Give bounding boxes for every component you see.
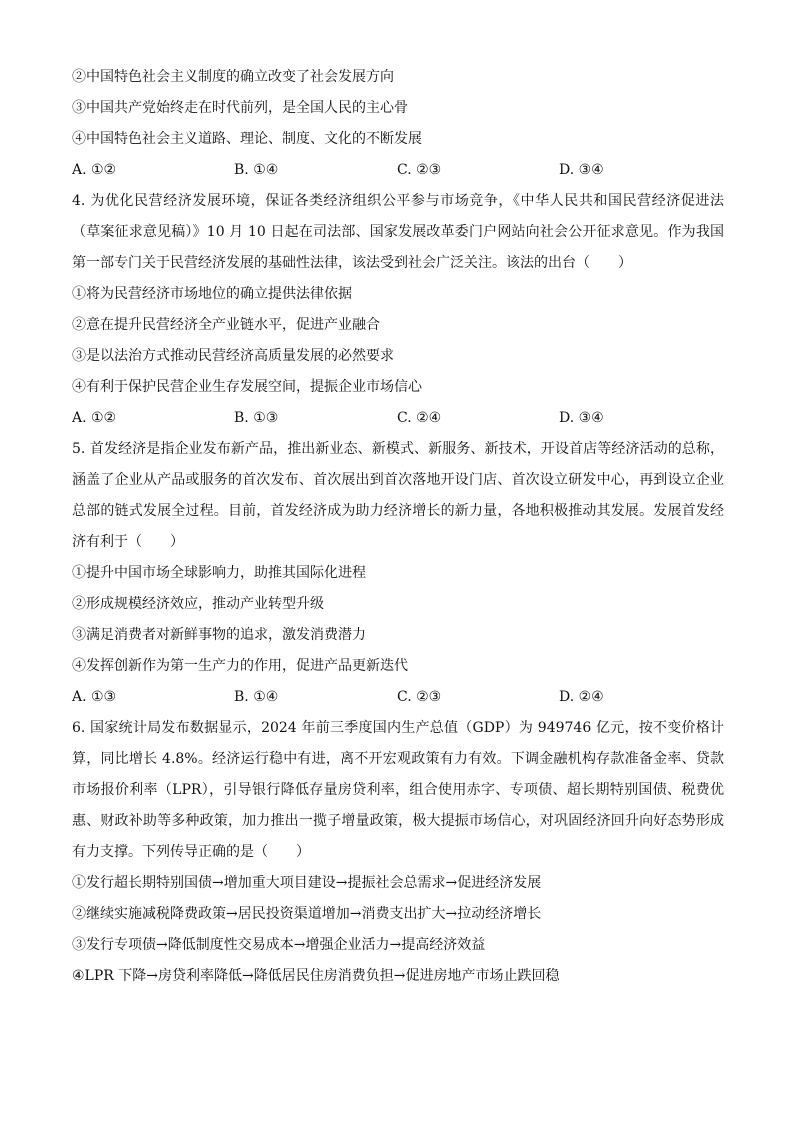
- statement: ①将为民营经济市场地位的确立提供法律依据: [72, 286, 352, 302]
- answer-options: [72, 682, 724, 713]
- statement: ②继续实施减税降费政策→居民投资渠道增加→消费支出扩大→拉动经济增长: [72, 906, 542, 922]
- option-d: D. ③④: [559, 162, 604, 178]
- option-d: D. ③④: [559, 410, 604, 426]
- option-a: A. ①②: [72, 162, 117, 178]
- option-c: C. ②③: [397, 689, 442, 705]
- question-5: [72, 434, 724, 713]
- option-b: B. ①④: [234, 689, 279, 705]
- statement: ②中国特色社会主义制度的确立改变了社会发展方向: [72, 69, 394, 85]
- answer-options: [72, 403, 724, 434]
- statement: ④发挥创新作为第一生产力的作用，促进产品更新迭代: [72, 658, 408, 674]
- option-a: A. ①③: [72, 689, 117, 705]
- statement: ②意在提升民营经济全产业链水平，促进产业融合: [72, 317, 380, 333]
- statement: ①发行超长期特别国债→增加重大项目建设→提振社会总需求→促进经济发展: [72, 875, 542, 891]
- statement: ②形成规模经济效应，推动产业转型升级: [72, 596, 324, 612]
- answer-options: [72, 155, 724, 186]
- statement: ④中国特色社会主义道路、理论、制度、文化的不断发展: [72, 131, 422, 147]
- option-b: B. ①③: [234, 410, 279, 426]
- question-6: [72, 713, 724, 992]
- option-c: C. ②③: [397, 162, 442, 178]
- statement: ④有利于保护民营企业生存发展空间，提振企业市场信心: [72, 379, 422, 395]
- question-3: [72, 62, 724, 186]
- option-c: C. ②④: [397, 410, 442, 426]
- statement: ③是以法治方式推动民营经济高质量发展的必然要求: [72, 348, 394, 364]
- exam-page: [72, 62, 724, 992]
- question-4: [72, 186, 724, 434]
- question-stem: 4. 为优化民营经济发展环境，保证各类经济组织公平参与市场竞争，《中华人民共和国民营经济促进法（草案征求意见稿）》10 月 10 日起在司法部、国家发展改革委门户网站向社会公开征求意见。作为我国第一部专门关于民营经济发展的基础性法律，该法受到社会广泛关注。该法的出台（ ）: [72, 193, 724, 271]
- statement: ③满足消费者对新鲜事物的追求，激发消费潜力: [72, 627, 366, 643]
- question-stem: 5. 首发经济是指企业发布新产品，推出新业态、新模式、新服务、新技术，开设首店等经济活动的总称，涵盖了企业从产品或服务的首次发布、首次展出到首次落地开设门店、首次设立研发中心，再到设立企业总部的链式发展全过程。目前，首发经济成为助力经济增长的新力量，各地积极推动其发展。发展首发经济有利于（ ）: [72, 441, 724, 550]
- option-d: D. ②④: [559, 689, 604, 705]
- option-b: B. ①④: [234, 162, 279, 178]
- statement: ③中国共产党始终走在时代前列，是全国人民的主心骨: [72, 100, 408, 116]
- option-a: A. ①②: [72, 410, 117, 426]
- statement: ③发行专项债→降低制度性交易成本→增强企业活力→提高经济效益: [72, 937, 486, 953]
- statement: ①提升中国市场全球影响力，助推其国际化进程: [72, 565, 366, 581]
- question-stem: 6. 国家统计局发布数据显示，2024 年前三季度国内生产总值（GDP）为 949746 亿元，按不变价格计算，同比增长 4.8%。经济运行稳中有进，离不开宏观政策有力有效。下调金融机构存款准备金率、贷款市场报价利率（LPR），引导银行降低存量房贷利率，组合使用赤字、专项债、超长期特别国债、税费优惠、财政补助等多种政策，加力推出一揽子增量政策，极大提振市场信心，对巩固经济回升向好态势形成有力支撑。下列传导正确的是（ ）: [72, 720, 724, 860]
- statement: ④LPR 下降→房贷利率降低→降低居民住房消费负担→促进房地产市场止跌回稳: [72, 968, 560, 984]
